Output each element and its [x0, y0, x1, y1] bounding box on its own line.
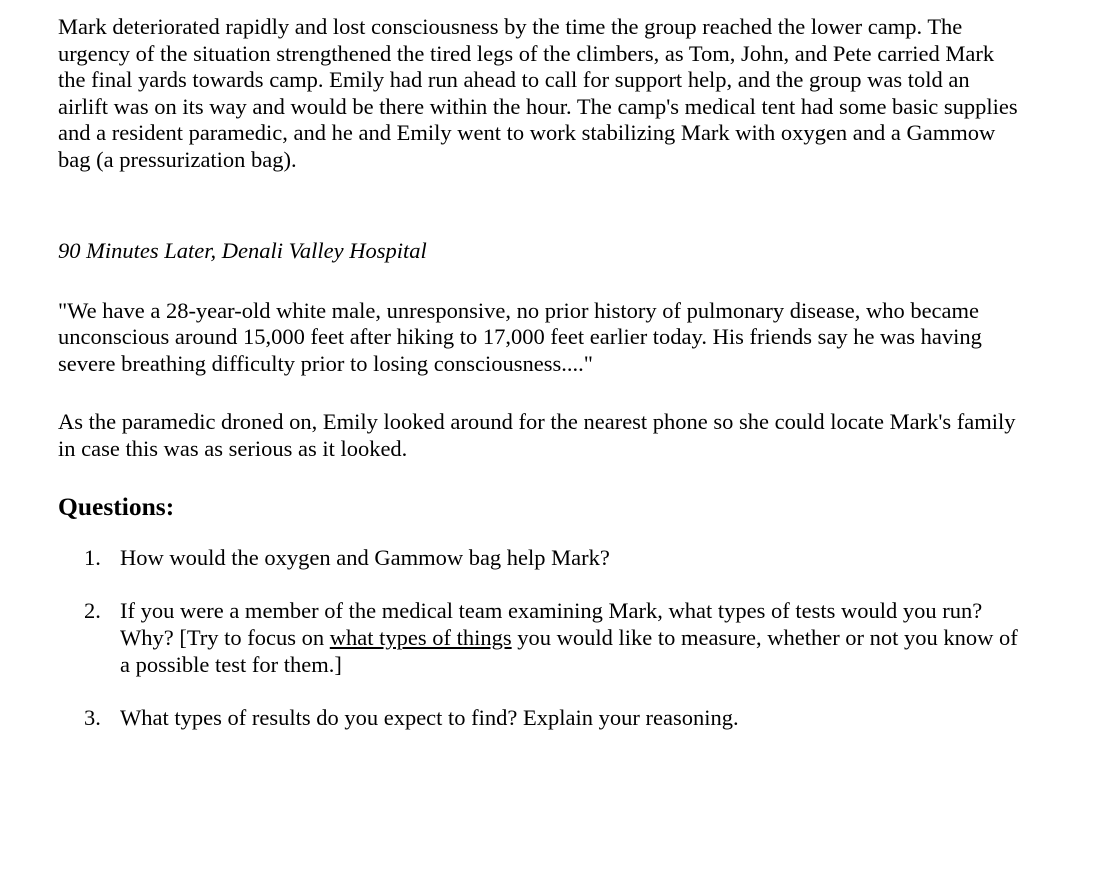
questions-title: Questions: [58, 492, 175, 521]
question-text: What types of results do you expect to find? Explain your reasoning. [120, 705, 739, 730]
scene-heading: 90 Minutes Later, Denali Valley Hospital [58, 238, 427, 263]
document-page [58, 14, 1058, 731]
question-text: How would the oxygen and Gammow bag help Mark? [120, 545, 610, 570]
question-item-2 [58, 597, 1020, 678]
question-number: 2. [84, 598, 101, 623]
question-text-start: If you were a member of the medical team examining Mark, what types of tests would you run? Why? [Try to focus on [120, 598, 983, 650]
questions-list [58, 544, 1058, 731]
question-text-underlined: what types of things [329, 625, 512, 650]
question-number: 3. [84, 705, 101, 730]
question-number: 1. [84, 545, 101, 570]
question-item-3 [58, 704, 1020, 731]
narrative-paragraph-2: As the paramedic droned on, Emily looked around for the nearest phone so she could locate Mark's family in case this was as serious as it looked. [58, 409, 1016, 461]
question-text-end: you would like to measure, whether or not you know of a possible test for them.] [120, 625, 1018, 677]
question-item-1 [58, 544, 1020, 571]
narrative-paragraph: Mark deteriorated rapidly and lost consciousness by the time the group reached the lower camp. The urgency of the situation strengthened the tired legs of the climbers, as Tom, John, and Pete carried Mark the final yards towards camp. Emily had run ahead to call for support help, and the group was told an airlift was on its way and would be there within the hour. The camp's medical tent had some basic supplies and a resident paramedic, and he and Emily went to work stabilizing Mark with oxygen and a Gammow bag (a pressurization bag). [58, 14, 1018, 172]
paramedic-quote: "We have a 28-year-old white male, unresponsive, no prior history of pulmonary disease, who became unconscious around 15,000 feet after hiking to 17,000 feet earlier today. His friends say he was having severe breathing difficulty prior to losing consciousness...." [58, 297, 982, 376]
